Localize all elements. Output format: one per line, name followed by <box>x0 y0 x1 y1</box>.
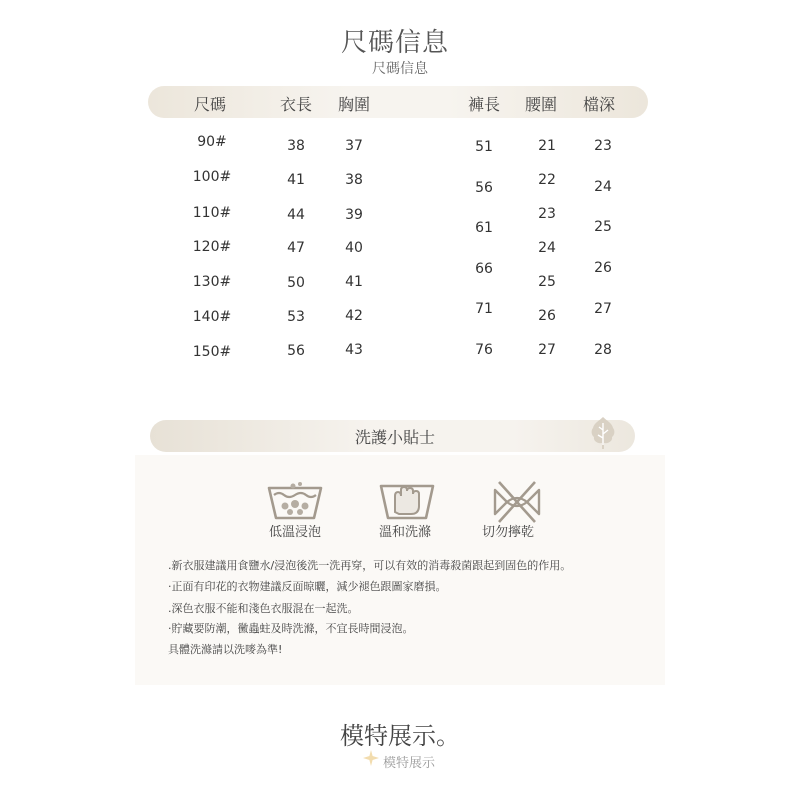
cell-pants-length: 51 <box>475 139 493 155</box>
cell-rise: 28 <box>594 342 612 358</box>
cell-waist: 25 <box>538 274 556 290</box>
header-chest: 胸圍 <box>337 95 371 114</box>
care-tip: .深色衣服不能和淺色衣服混在一起洗。 <box>168 602 359 615</box>
cell-top-length: 38 <box>287 138 305 154</box>
header-pants-length: 褲長 <box>467 95 501 114</box>
care-label-gentle-wash: 溫和洗滌 <box>378 525 432 540</box>
flower-icon <box>362 749 380 767</box>
care-label-no-wring: 切勿擰乾 <box>481 525 535 540</box>
cell-top-length: 41 <box>287 172 305 188</box>
care-tip: 具體洗滌請以洗嘜為準! <box>168 643 283 656</box>
no-wring-icon <box>487 478 547 524</box>
header-size: 尺碼 <box>193 95 227 114</box>
page-subtitle: 尺碼信息 <box>372 61 428 77</box>
model-section-title: 模特展示。 <box>340 722 460 750</box>
cell-top-length: 47 <box>287 240 305 256</box>
cell-chest: 40 <box>345 240 363 256</box>
header-top-length: 衣長 <box>279 95 313 114</box>
cell-top-length: 44 <box>287 207 305 223</box>
cell-pants-length: 56 <box>475 180 493 196</box>
cell-size: 120# <box>192 239 232 255</box>
hand-wash-icon <box>377 478 437 524</box>
care-tip: ·正面有印花的衣物建議反面晾曬，減少褪色跟圖家磨損。 <box>168 580 447 593</box>
cell-size: 130# <box>192 274 232 290</box>
cell-pants-length: 71 <box>475 301 493 317</box>
cell-size: 150# <box>192 344 232 360</box>
cell-rise: 24 <box>594 179 612 195</box>
cell-pants-length: 66 <box>475 261 493 277</box>
cell-pants-length: 76 <box>475 342 493 358</box>
cell-top-length: 53 <box>287 309 305 325</box>
cell-chest: 37 <box>345 138 363 154</box>
model-section-subtitle: 模特展示 <box>383 756 436 771</box>
cell-size: 140# <box>192 309 232 325</box>
header-waist: 腰圍 <box>524 95 558 114</box>
cell-waist: 27 <box>538 342 556 358</box>
cell-chest: 38 <box>345 172 363 188</box>
cell-size: 90# <box>197 134 227 150</box>
cell-size: 110# <box>192 205 232 221</box>
low-temp-wash-icon <box>265 478 325 524</box>
cell-chest: 41 <box>345 274 363 290</box>
cell-rise: 25 <box>594 219 612 235</box>
cell-rise: 26 <box>594 260 612 276</box>
cell-waist: 23 <box>538 206 556 222</box>
cell-waist: 22 <box>538 172 556 188</box>
header-rise: 檔深 <box>582 95 616 114</box>
cell-pants-length: 61 <box>475 220 493 236</box>
cell-rise: 23 <box>594 138 612 154</box>
cell-top-length: 50 <box>287 275 305 291</box>
leaf-icon <box>588 415 618 451</box>
cell-size: 100# <box>192 169 232 185</box>
cell-top-length: 56 <box>287 343 305 359</box>
cell-rise: 27 <box>594 301 612 317</box>
care-tip: ·貯藏要防潮，黴蟲蛀及時洗滌，不宜長時間浸泡。 <box>168 622 414 635</box>
page-title: 尺碼信息 <box>340 28 449 58</box>
cell-chest: 39 <box>345 207 363 223</box>
cell-waist: 21 <box>538 138 556 154</box>
cell-chest: 42 <box>345 308 363 324</box>
care-title: 洗護小貼士 <box>354 428 435 447</box>
cell-chest: 43 <box>345 342 363 358</box>
cell-waist: 24 <box>538 240 556 256</box>
cell-waist: 26 <box>538 308 556 324</box>
care-tip: .新衣服建議用食鹽水/浸泡後洗一洗再穿，可以有效的消毒殺菌跟起到固色的作用。 <box>168 559 572 572</box>
care-label-low-temp: 低溫浸泡 <box>268 525 322 540</box>
